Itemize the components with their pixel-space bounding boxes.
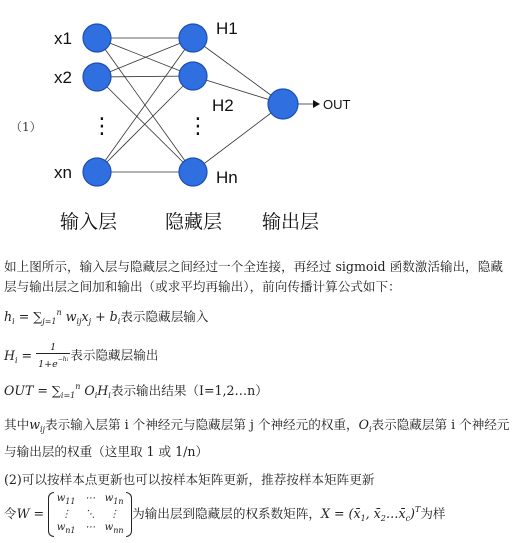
paragraph-intro: 如上图所示，输入层与隐藏层之间经过一个全连接，再经过 sigmoid 函数激活输出，隐藏层与输出层之间加和输出（或求平均再输出），前向传播计算公式如下： [4,259,503,294]
input-ellipsis: ⋮ [91,113,113,138]
hidden-node-h2 [179,62,207,90]
formula-3-desc: 表示输出结果（I=1,2…n） [110,383,268,398]
formula-1-desc: 表示隐藏层输入 [120,309,209,324]
neural-network-diagram [0,0,514,250]
output-label: OUT [323,97,351,112]
output-arrow [298,100,320,108]
output-node [268,89,298,119]
layer-label-input: 输入层 [60,211,118,233]
input-node-x1 [83,24,111,52]
figure-number: （1） [10,120,42,134]
input-node-x2 [83,63,111,91]
input-label-xn: xn [54,163,72,182]
formula-hidden-output: $H_i$ = $\frac{1}{1+e^{-hi}}$ 表示隐藏层输出 [4,342,159,370]
paragraph-update: (2)可以按样本点更新也可以按样本矩阵更新，推荐按样本矩阵更新 [4,472,375,487]
hidden-node-h1 [179,24,207,52]
hidden-label-h1: H1 [216,19,238,38]
hidden-node-hn [179,158,207,186]
paragraph-matrix: 令W = $w_{11}$ ⋯ $w_{1n}$ ⋮ ⋱ ⋮ $w_{n1}$ ⋯ $w_{nn}$ 为输出层到隐藏层的权系数矩阵，$X = (x̄_1$, $x̄_2\dots x̄_c)^T$为样 [4,493,446,535]
layer-label-output: 输出层 [262,211,320,233]
hidden-label-h2: H2 [212,96,234,115]
paragraph-weights: 其中$w_{ij}$表示输入层第 i 个神经元与隐藏层第 j 个神经元的权重，$O_i$表示隐藏层第 i 个神经元与输出层的权重（这里取 1 或 1/n） [4,417,510,459]
formula-2-desc: 表示隐藏层输出 [70,347,159,363]
weight-matrix: $w_{11}$ ⋯ $w_{1n}$ ⋮ ⋱ ⋮ $w_{n1}$ ⋯ $w_{nn}$ [48,492,132,537]
input-label-x1: x1 [54,29,72,48]
hidden-ellipsis: ⋮ [187,113,209,138]
edges-input-hidden [97,38,193,172]
formula-hidden-input: $h_i = \sum_{j=1}^n$ $w_{ij}x_j + b_i$表示隐藏层输入 [4,308,209,326]
input-label-x2: x2 [54,68,72,87]
formula-output: OUT = $\sum_{i=1}^n$ $O_iH_i$表示输出结果（I=1,2…n） [4,382,268,400]
input-node-xn [83,158,111,186]
hidden-label-hn: Hn [216,168,238,187]
layer-label-hidden: 隐藏层 [165,211,223,233]
